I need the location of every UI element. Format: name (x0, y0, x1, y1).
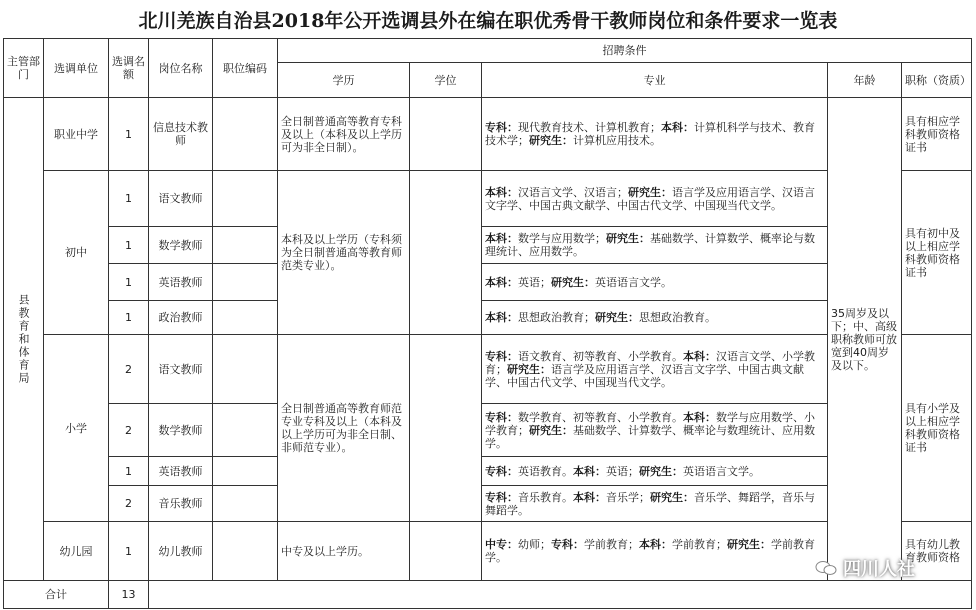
header-major: 专业 (482, 63, 828, 98)
major-list-text: 现代教育技术、计算机教育； (518, 121, 661, 134)
quota-cell: 1 (109, 522, 149, 581)
quota-cell: 1 (109, 301, 149, 335)
post-cell: 幼儿教师 (149, 522, 213, 581)
header-post: 岗位名称 (149, 39, 213, 98)
degree-cell (410, 171, 482, 335)
quota-cell: 1 (109, 264, 149, 301)
major-level-label: 专科： (485, 349, 518, 363)
quota-cell: 2 (109, 486, 149, 522)
major-cell (482, 171, 828, 227)
major-level-label: 本科： (683, 410, 716, 424)
major-level-label: 研究生： (650, 490, 694, 504)
major-level-label: 本科： (639, 538, 672, 551)
major-list-text: 语言学及应用语言学、汉语言文字学、中国古典文献学、中国古代文学、中国现当代文学。 (485, 185, 815, 212)
unit-cell: 职业中学 (44, 98, 109, 171)
major-cell (482, 522, 828, 581)
post-cell: 数学教师 (149, 404, 213, 457)
edu-cell: 本科及以上学历（专科须为全日制普通高等教育师范类专业）。 (278, 171, 410, 335)
major-level-label: 本科： (661, 121, 694, 134)
degree-cell (410, 522, 482, 581)
table-row (4, 404, 972, 457)
quota-cell: 2 (109, 404, 149, 457)
title-cell: 具有相应学科教师资格证书 (902, 98, 972, 171)
major-level-label: 研究生： (507, 362, 551, 376)
header-recruit: 招聘条件 (278, 39, 972, 63)
major-list-text: 汉语言文学、汉语言； (518, 185, 628, 199)
major-level-label: 本科： (485, 275, 518, 289)
major-level-label: 专科： (551, 538, 584, 551)
major-level-label: 本科： (485, 311, 518, 324)
table-row (4, 171, 972, 227)
major-level-label: 本科： (683, 349, 716, 363)
major-level-label: 研究生： (606, 232, 650, 245)
header-age: 年龄 (828, 63, 902, 98)
major-list-text: 英语； (518, 275, 551, 289)
major-list-text: 数学与应用数学； (518, 232, 606, 245)
code-cell (213, 457, 278, 486)
code-cell (213, 335, 278, 404)
major-list-text: 基础数学、计算数学、概率论与数理统计、应用数学。 (485, 232, 815, 258)
major-list-text: 音乐教育。 (518, 490, 573, 504)
major-cell (482, 404, 828, 457)
total-row (4, 581, 972, 609)
header-dept: 主管部门 (4, 39, 44, 98)
quota-cell: 2 (109, 335, 149, 404)
edu-cell: 全日制普通高等教育专科及以上（本科及以上学历可为非全日制）。 (278, 98, 410, 171)
major-list-text: 汉语言文学、小学教育； (485, 349, 815, 376)
total-empty (149, 581, 972, 609)
major-level-label: 本科： (485, 232, 518, 245)
title-cell: 具有幼儿教育教师资格 (902, 522, 972, 581)
dept-cell: 县教育和体育局 (4, 98, 44, 581)
post-cell: 英语教师 (149, 264, 213, 301)
major-cell (482, 486, 828, 522)
table-row (4, 264, 972, 301)
unit-cell: 小学 (44, 335, 109, 522)
edu-cell: 全日制普通高等教育师范专业专科及以上（本科及以上学历可为非全日制、非师范专业）。 (278, 335, 410, 522)
header-quota: 选调名额 (109, 39, 149, 98)
major-list-text: 学前教育学。 (485, 538, 815, 564)
table-row (4, 335, 972, 404)
post-cell: 数学教师 (149, 227, 213, 264)
code-cell (213, 486, 278, 522)
age-cell: 35周岁及以下；中、高级职称教师可放宽到40周岁及以下。 (828, 98, 902, 581)
title-cell: 具有小学及以上相应学科教师资格证书 (902, 335, 972, 522)
major-cell (482, 457, 828, 486)
major-list-text: 学前教育； (672, 538, 727, 551)
unit-cell: 幼儿园 (44, 522, 109, 581)
major-list-text: 思想政治教育。 (639, 311, 716, 324)
table-row (4, 486, 972, 522)
major-cell (482, 335, 828, 404)
major-level-label: 本科： (485, 185, 518, 199)
code-cell (213, 264, 278, 301)
major-list-text: 计算机科学与技术、教育技术学； (485, 121, 815, 147)
quota-cell: 1 (109, 171, 149, 227)
code-cell (213, 227, 278, 264)
code-cell (213, 171, 278, 227)
degree-cell (410, 98, 482, 171)
table-row (4, 98, 972, 171)
header-degree: 学位 (410, 63, 482, 98)
header-edu: 学历 (278, 63, 410, 98)
major-level-label: 专科： (485, 121, 518, 134)
edu-cell: 中专及以上学历。 (278, 522, 410, 581)
code-cell (213, 522, 278, 581)
header-code: 职位编码 (213, 39, 278, 98)
recruitment-table (3, 38, 972, 609)
page-title: 北川羌族自治县2018年公开选调县外在编在职优秀骨干教师岗位和条件要求一览表 (138, 9, 838, 32)
major-list-text: 幼师； (518, 538, 551, 551)
code-cell (213, 98, 278, 171)
major-level-label: 本科： (573, 490, 606, 504)
major-list-text: 音乐学； (606, 490, 650, 504)
watermark-text: 四川人社 (843, 559, 915, 580)
major-level-label: 专科： (485, 464, 518, 478)
major-cell (482, 301, 828, 335)
major-list-text: 语文教育、初等教育、小学教育。 (518, 349, 683, 363)
total-value: 13 (109, 581, 149, 609)
major-level-label: 中专： (485, 538, 518, 551)
major-list-text: 英语教育。 (518, 464, 573, 478)
major-list-text: 学前教育； (584, 538, 639, 551)
post-cell: 英语教师 (149, 457, 213, 486)
post-cell: 信息技术教师 (149, 98, 213, 171)
major-list-text: 数学教育、初等教育、小学教育。 (518, 410, 683, 424)
major-cell (482, 227, 828, 264)
degree-cell (410, 335, 482, 522)
major-list-text: 英语语言文学。 (683, 464, 760, 478)
major-list-text: 英语； (606, 464, 639, 478)
header-title: 职称（资质） (902, 63, 972, 98)
post-cell: 语文教师 (149, 335, 213, 404)
code-cell (213, 301, 278, 335)
major-list-text: 计算机应用技术。 (573, 134, 661, 147)
major-list-text: 语言学及应用语言学、汉语言文字学、中国古典文献学、中国古代文学、中国现当代文学。 (485, 362, 804, 389)
table-row (4, 457, 972, 486)
major-level-label: 专科： (485, 490, 518, 504)
major-level-label: 研究生： (727, 538, 771, 551)
major-level-label: 研究生： (551, 275, 595, 289)
quota-cell: 1 (109, 227, 149, 264)
major-list-text: 数学与应用数学、小学教育； (485, 410, 815, 437)
major-level-label: 研究生： (628, 185, 672, 199)
post-cell: 政治教师 (149, 301, 213, 335)
table-row (4, 301, 972, 335)
major-level-label: 专科： (485, 410, 518, 424)
major-list-text: 英语语言文学。 (595, 275, 672, 289)
major-list-text: 基础数学、计算数学、概率论与数理统计、应用数学。 (485, 423, 815, 450)
post-cell: 语文教师 (149, 171, 213, 227)
major-level-label: 本科： (573, 464, 606, 478)
title-cell: 具有初中及以上相应学科教师资格证书 (902, 171, 972, 335)
header-unit: 选调单位 (44, 39, 109, 98)
watermark (815, 556, 965, 580)
table-row (4, 227, 972, 264)
quota-cell: 1 (109, 98, 149, 171)
code-cell (213, 404, 278, 457)
major-level-label: 研究生： (595, 311, 639, 324)
major-level-label: 研究生： (639, 464, 683, 478)
quota-cell: 1 (109, 457, 149, 486)
wechat-icon (815, 560, 837, 576)
post-cell: 音乐教师 (149, 486, 213, 522)
major-cell (482, 264, 828, 301)
total-label: 合计 (4, 581, 109, 609)
unit-cell: 初中 (44, 171, 109, 335)
major-list-text: 音乐学、舞蹈学，音乐与舞蹈学。 (485, 490, 815, 517)
major-list-text: 思想政治教育； (518, 311, 595, 324)
major-level-label: 研究生： (529, 134, 573, 147)
major-cell (482, 98, 828, 171)
major-level-label: 研究生： (529, 423, 573, 437)
